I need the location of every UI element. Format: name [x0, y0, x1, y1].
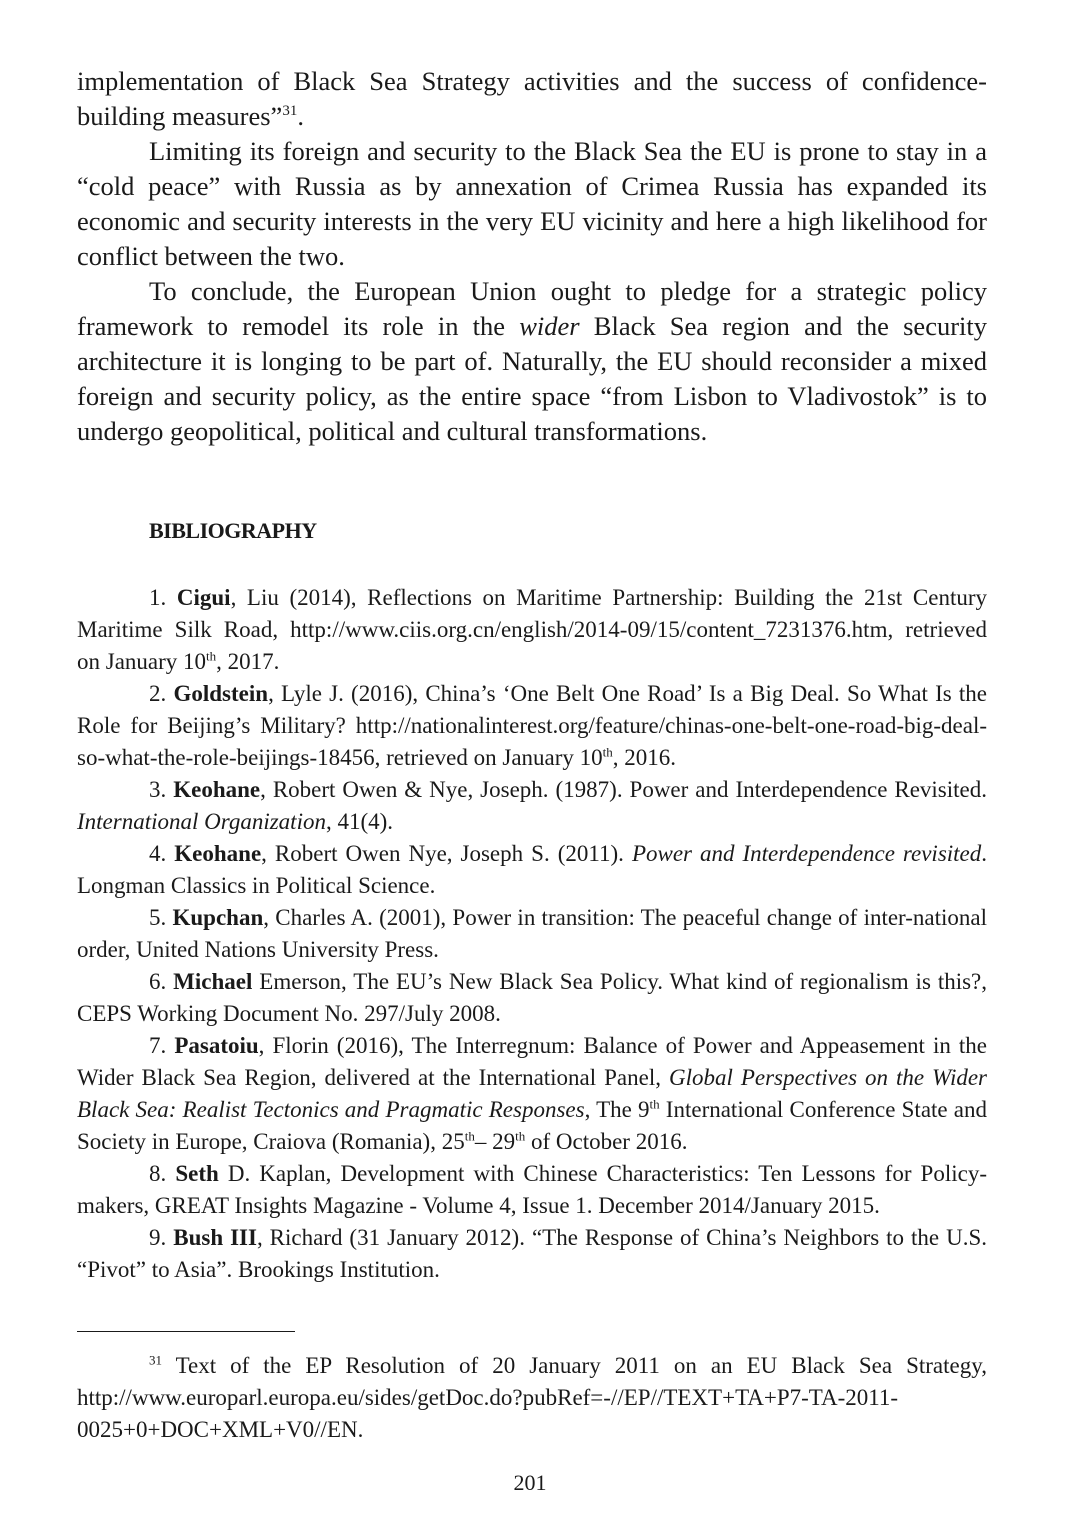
entry-italic-title: Global Perspectives on the Wider Black Sea: Realist Tectonics and Pragmatic Responses [77, 1065, 987, 1122]
entry-number: 5. [149, 905, 167, 930]
entry-text: , Robert Owen & Nye, Joseph. (1987). Power and Interdependence Revisited. [260, 777, 987, 802]
entry-superscript: th [464, 1128, 475, 1144]
paragraph-1 [77, 64, 987, 134]
entry-number: 1. [149, 585, 167, 610]
bibliography-entry [77, 1222, 987, 1286]
entry-number: 8. [149, 1161, 167, 1186]
entry-text: , Florin (2016), The Interregnum: Balance of Power and Appeasement in the Wider Black Sea Region, delivered at the International Panel, [77, 1033, 987, 1090]
footnote [77, 1350, 987, 1446]
paragraph-3-italic: wider [519, 311, 580, 341]
entry-superscript: th [515, 1128, 526, 1144]
entry-author: Seth [175, 1161, 219, 1186]
entry-author: Cigui [176, 585, 231, 610]
bibliography-entry [77, 582, 987, 678]
entry-text: , The 9 [584, 1097, 650, 1122]
entry-author: Bush III [173, 1225, 257, 1250]
entry-superscript: th [649, 1096, 660, 1112]
entry-superscript: th [602, 744, 613, 760]
page-number: 201 [513, 1470, 547, 1495]
entry-text: – 29 [474, 1129, 516, 1154]
entry-text: , Liu (2014), Reflections on Maritime Partnership: Building the 21st Century Maritime Silk Road, http://www.ciis.org.cn/english/2014-09/15/content_7231376.htm, retrieved on January 10 [77, 585, 988, 674]
entry-text: , Robert Owen Nye, Joseph S. (2011). [261, 841, 632, 866]
bibliography-entry [77, 774, 987, 838]
bibliography-entry [77, 838, 987, 902]
body-text [77, 64, 987, 449]
entry-number: 7. [149, 1033, 167, 1058]
entry-text: D. Kaplan, Development with Chinese Characteristics: Ten Lessons for Policy-makers, GREAT Insights Magazine - Volume 4, Issue 1. December 2014/January 2015. [77, 1161, 987, 1218]
entry-author: Keohane [173, 777, 261, 802]
bibliography-entry [77, 1030, 987, 1158]
bibliography-entry [77, 1158, 987, 1222]
footnote-marker: 31 [149, 1352, 162, 1368]
entry-number: 6. [149, 969, 167, 994]
entry-superscript: th [206, 648, 217, 664]
entry-author: Keohane [174, 841, 262, 866]
entry-italic-title: International Organization [77, 809, 326, 834]
footnote-reference: 31 [282, 103, 298, 120]
bibliography-list [77, 582, 987, 1286]
bibliography-heading: BIBLIOGRAPHY [149, 518, 317, 543]
entry-text: International Conference State and Society in Europe, Craiova (Romania), 25 [77, 1097, 988, 1154]
paragraph-2: Limiting its foreign and security to the Black Sea the EU is prone to stay in a “cold peace” with Russia as by annexation of Crimea Russia has expanded its economic and security interests in the very EU vicinity and here a high likelihood for conflict between the two. [77, 136, 987, 271]
paragraph-3-text-b: Black Sea region and the security architecture it is longing to be part of. Naturally, the EU should reconsider a mixed foreign and security policy, as the entire space “from Lisbon to Vladivostok” is to undergo geopolitical, political and cultural transformations. [77, 311, 988, 446]
entry-number: 9. [149, 1225, 167, 1250]
bibliography-entry [77, 966, 987, 1030]
bibliography-entry [77, 678, 987, 774]
entry-text: , Charles A. (2001), Power in transition: The peaceful change of inter-national order, United Nations University Press. [77, 905, 987, 962]
entry-text: , 41(4). [325, 809, 394, 834]
entry-number: 4. [149, 841, 167, 866]
paragraph-3-text-a: To conclude, the European Union ought to pledge for a strategic policy framework to remodel its role in the [77, 276, 987, 341]
paragraph-3 [77, 274, 987, 449]
entry-text: , 2017. [216, 649, 280, 674]
bibliography-entry [77, 902, 987, 966]
footnote-text: Text of the EP Resolution of 20 January 2011 on an EU Black Sea Strategy, http://www.europarl.europa.eu/sides/getDoc.do?pubRef=-//EP//TEXT+TA+P7-TA-2011-0025+0+DOC+XML+V0//EN. [77, 1353, 987, 1442]
entry-text: , Richard (31 January 2012). “The Response of China’s Neighbors to the U.S. “Pivot” to Asia”. Brookings Institution. [77, 1225, 988, 1282]
entry-number: 3. [149, 777, 167, 802]
entry-author: Kupchan [172, 905, 264, 930]
entry-text: of October 2016. [525, 1129, 688, 1154]
entry-text: . Longman Classics in Political Science. [77, 841, 988, 898]
entry-text: , Lyle J. (2016), China’s ‘One Belt One Road’ Is a Big Deal. So What Is the Role for Beijing’s Military? http://nationalinterest.org/feature/chinas-one-belt-one-road-big-deal-so-what-the-role-beijings-18456, retrieved on January 10 [77, 681, 988, 770]
entry-text: , 2016. [612, 745, 677, 770]
entry-italic-title: Power and Interdependence revisited [631, 841, 982, 866]
paragraph-1-tail: . [297, 101, 304, 131]
entry-author: Michael [173, 969, 253, 994]
footnote-divider [77, 1331, 295, 1332]
entry-number: 2. [149, 681, 167, 706]
paragraph-1-text: implementation of Black Sea Strategy activities and the success of confidence-building measures” [77, 66, 987, 131]
entry-author: Pasatoiu [174, 1033, 259, 1058]
entry-author: Goldstein [173, 681, 269, 706]
entry-text: Emerson, The EU’s New Black Sea Policy. What kind of regionalism is this?, CEPS Working Document No. 297/July 2008. [77, 969, 988, 1026]
